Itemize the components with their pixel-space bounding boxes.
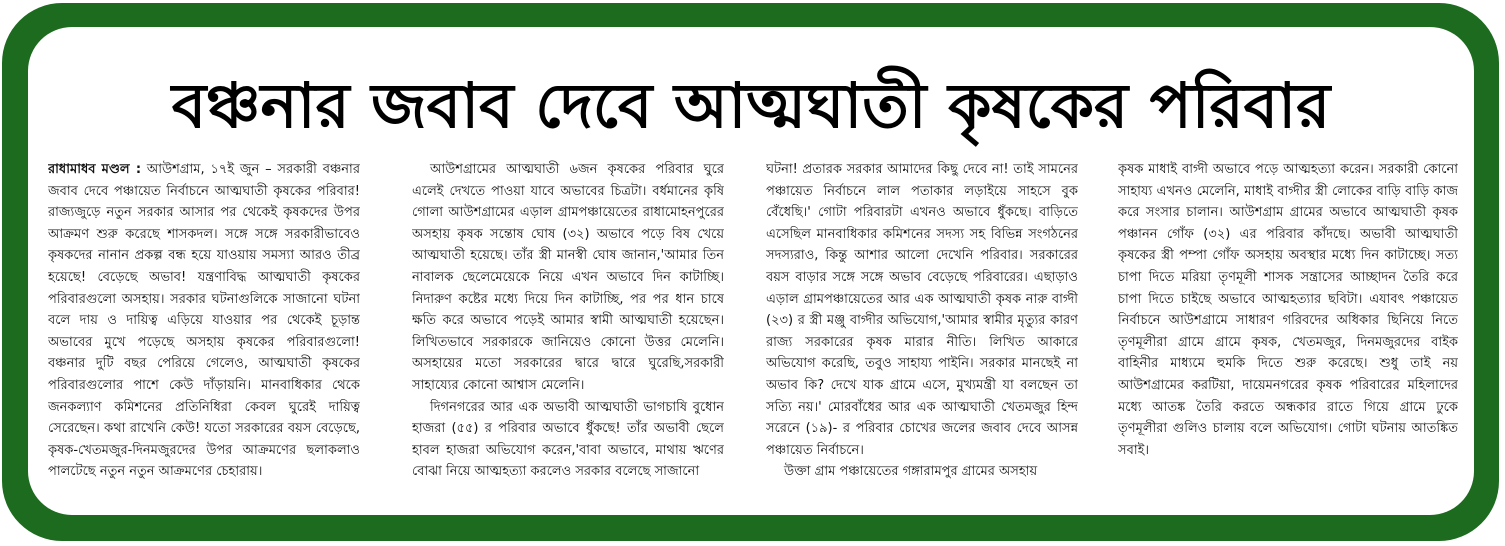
column-4-paragraph-1: কৃষক মাধাই বাগ্দী অভাবে পড়ে আত্মহত্যা করেন। সরকারী কোনো সাহায্য এখনও মেলেনি, মাধাই বাগ্দীর স্ত্রী লোকের বাড়ি বাড়ি কাজ করে সংসার চালান। আউশগ্রাম গ্রামের অভাবে আত্মঘাতী কৃষক পঞ্চানন গোঁফ (৩২) এর পরিবার কাঁদছে। অভাবী আত্মঘাতী কৃষকের স্ত্রী পম্পা গোঁফ অসহায় অবস্থার মধ্যে দিন কাটাচ্ছে। সত্য চাপা দিতে মরিয়া তৃণমূলী শাসক সন্ত্রাসের আচ্ছাদন তৈরি করে চাপা দিতে চাইছে অভাবে আত্মহত্যার ছবিটা। এযাবৎ পঞ্চায়েত নির্বাচনে আউশগ্রামে সাধারণ গরিবদের অধিকার ছিনিয়ে নিতে তৃণমূলীরা গ্রামে গ্রামে কৃষক, খেতমজুর, দিনমজুরদের বাইক বাহিনীর মাধ্যমে হুমকি দিতে শুরু করেছে। শুধু তাই নয় আউশগ্রামের করটিয়া, দায়েমনগরের কৃষক পরিবারের মহিলাদের মধ্যে আতঙ্ক তৈরি করতে অন্ধকার রাতে গিয়ে গ্রামে ঢুকে তৃণমূলীরা গুলিও চালায় বলে অভিযোগ। গোটা ঘটনায় আতঙ্কিত সবাই। [1118, 162, 1458, 458]
article-clipping [28, 27, 1474, 515]
column-1 [48, 159, 360, 509]
headline: বঞ্চনার জবাব দেবে আত্মঘাতী কৃষকের পরিবার [171, 69, 1331, 142]
column-2 [412, 159, 724, 509]
green-frame [2, 3, 1499, 541]
column-2-paragraph-2: দিগনগরের আর এক অভাবী আত্মঘাতী ভাগচাষি বুধোন হাজরা (৫৫) র পরিবার অভাবে ধুঁকছে! তাঁর অভাবী ছেলে হাবল হাজরা অভিযোগ করেন,'বাবা অভাবে, মাথায় ঋণের বোঝা নিয়ে আত্মহত্যা করলেও সরকার বলেছে সাজানো [412, 399, 724, 480]
byline: রাধামাধব মণ্ডল : [48, 162, 142, 177]
column-2-paragraph-1: আউশগ্রামের আত্মঘাতী ৬জন কৃষকের পরিবার ঘুরে এলেই দেখতে পাওয়া যাবে অভাবের চিত্রটা। বর্ধমানের কৃষি গোলা আউশগ্রামের এড়াল গ্রামপঞ্চায়েতের রাধামোহনপুরের অসহায় কৃষক সন্তোষ ঘোষ (৩২) অভাবে পড়ে বিষ খেয়ে আত্মঘাতী হয়েছে। তাঁর স্ত্রী মানস্বী ঘোষ জানান,'আমার তিন নাবালক ছেলেমেয়েকে নিয়ে এখন অভাবে দিন কাটাচ্ছি। নিদারুণ কষ্টের মধ্যে দিয়ে দিন কাটাচ্ছি, পর পর ধান চাষে ক্ষতি করে অভাবে পড়েই আমার স্বামী আত্মঘাতী হয়েছেন। লিখিতভাবে সরকারকে জানিয়েও কোনো উত্তর মেলেনি। অসহায়ের মতো সরকারের দ্বারে দ্বারে ঘুরেছি,সরকারী সাহায্যের কোনো আশ্বাস মেলেনি। [412, 162, 724, 393]
dateline-paragraph: আউশগ্রাম, ১৭ই জুন – সরকারী বঞ্চনার জবাব দেবে পঞ্চায়েত নির্বাচনে আত্মঘাতী কৃষকের পরিবার! রাজ্যজুড়ে নতুন সরকার আসার পর থেকেই কৃষকদের উপর আক্রমণ শুরু করেছে শাসকদল। সঙ্গে সঙ্গে সরকারীভাবেও কৃষকদের নানান প্রকল্প বন্ধ হয়ে যাওয়ায় সমস্যা আরও তীব্র হয়েছে! বেড়েছে অভাব! যন্ত্রণাবিদ্ধ আত্মঘাতী কৃষকের পরিবারগুলো অসহায়। সরকার ঘটনাগুলিকে সাজানো ঘটনা বলে দায় ও দায়িত্ব এড়িয়ে যাওয়ার পর থেকেই চূড়ান্ত অভাবের মুখে পড়েছে অসহায় কৃষকের পরিবারগুলো! বঞ্চনার দুটি বছর পেরিয়ে গেলেও, আত্মঘাতী কৃষকের পরিবারগুলোর পাশে কেউ দাঁড়ায়নি। মানবাধিকার থেকে জনকল্যাণ কমিশনের প্রতিনিধিরা কেবল ঘুরেই দায়িত্ব সেরেছেন। কথা রাখেনি কেউ! যতো সরকারের বয়স বেড়েছে, কৃষক-খেতমজুর-দিনমজুরদের উপর আক্রমণের ছলাকলাও পালটেছে নতুন নতুন আক্রমণের চেহারায়। [48, 162, 360, 480]
column-3-paragraph-2: উক্তা গ্রাম পঞ্চায়েতের গঙ্গারামপুর গ্রামের অসহায় [784, 464, 1038, 480]
column-3-paragraph-1: ঘটনা! প্রতারক সরকার আমাদের কিছু দেবে না! তাই সামনের পঞ্চায়েত নির্বাচনে লাল পতাকার লড়াইয়ে সাহসে বুক বেঁধেছি।' গোটা পরিবারটা এখনও অভাবে ধুঁকছে। বাড়িতে এসেছিল মানবাধিকার কমিশনের সদস্য সহ বিভিন্ন সংগঠনের সদস্যরাও, কিন্তু আশার আলো দেখেনি পরিবার। সরকারের বয়স বাড়ার সঙ্গে সঙ্গে অভাব বেড়েছে পরিবারের। এছাড়াও এড়াল গ্রামপঞ্চায়েতের আর এক আত্মঘাতী কৃষক নারু বাগ্দী (২৩) র স্ত্রী মঞ্জু বাগ্দীর অভিযোগ,'আমার স্বামীর মৃত্যুর কারণ রাজ্য সরকারের কৃষক মারার নীতি। লিখিত আকারে অভিযোগ করেছি, তবুও সাহায্য পাইনি। সরকার মানছেই না অভাব কি? দেখে যাক গ্রামে এসে, মুখ্যমন্ত্রী যা বলছেন তা সত্যি নয়।' মোরবাঁধের আর এক আত্মঘাতী খেতমজুর হিন্দ সরেনে (১৯)- র পরিবার চোখের জলের জবাব দেবে আসন্ন পঞ্চায়েত নির্বাচনে। [766, 162, 1078, 458]
article-body [48, 159, 1458, 509]
column-3 [766, 159, 1078, 509]
column-4 [1118, 159, 1458, 509]
